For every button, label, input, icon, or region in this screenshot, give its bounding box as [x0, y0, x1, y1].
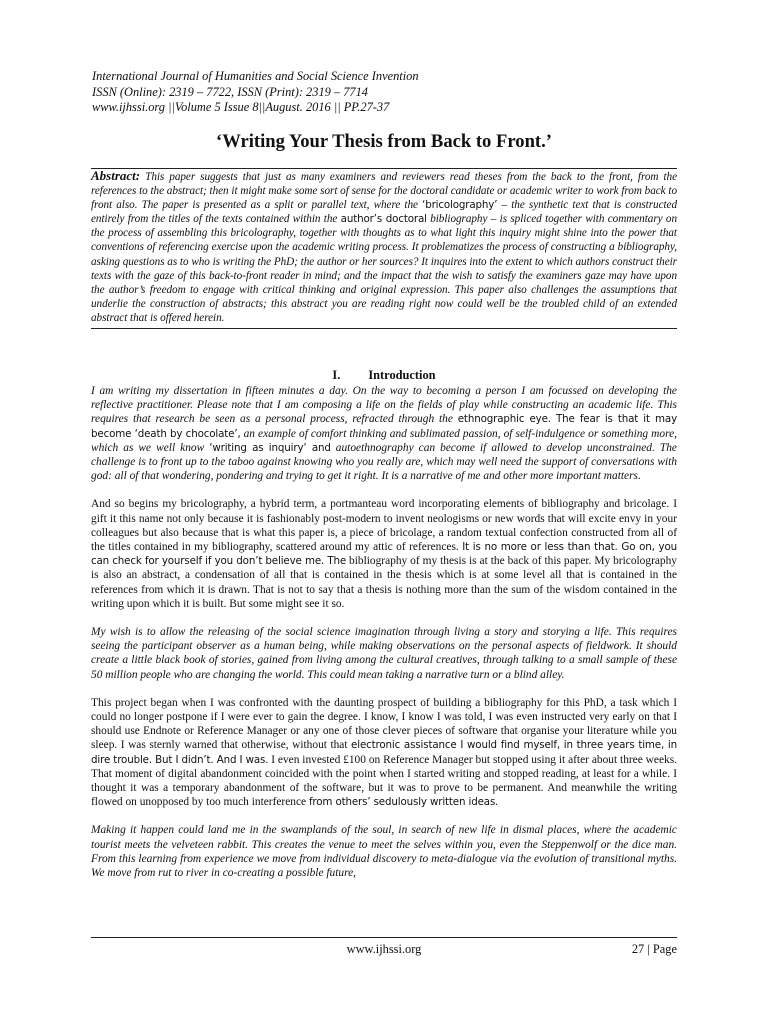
abstract-text [91, 169, 677, 325]
abstract-text-part: – the synthetic text that is constructed entirely from the titles of the texts contained within the [91, 199, 678, 226]
journal-issue: www.ijhssi.org ||Volume 5 Issue 8||August. 2016 || PP.27-37 [92, 100, 390, 115]
text-run: an example of comfort thinking and sublimated passion, of self-indulgence or something more, which as we well know [91, 427, 677, 454]
handwritten-text: electronic assistance I would find myself, in three years time, in dire trouble. But I didn’t. And I was. [91, 739, 677, 766]
paragraph-4 [91, 696, 677, 810]
text-run: . [495, 796, 499, 809]
abstract-label: Abstract: [91, 168, 141, 183]
text-run: bibliography of my thesis is at the back of this paper. My bricolography is also an abstract, a condensation of all that is contained in the thesis which is at some level all that is contained in the references from which it is drawn. That is not to say that a thesis is nothing more than the sum of the wisdom contained in the writing upon which it is built. But some might see it so. [91, 555, 678, 610]
footer-website: www.ijhssi.org [346, 942, 422, 956]
abstract-text-part: bibliography – is spliced together with commentary on the process of assembling this bricolography, together with thoughts as to what light this inquiry might shine into the power that conventions of referencing exercise upon the academic writing process. It problematizes the process of constructing a bibliography, asking questions as to who is writing the PhD; the author or her sources? It inquires into the extent to which authors construct their texts with the gaze of this back-to-front reader in mind; and the impact that the wish to satisfy the examiners gaze may have upon the author’s freedom to engage with critical thinking and original expression. This paper also challenges the assumptions that underlie the construction of abstracts; this abstract you are reading right now could well be the troubled child of an extended abstract that is offered herein. [91, 213, 677, 324]
section-number: I. [332, 368, 341, 382]
text-run: autoethnography can become if allowed to develop unconstrained. The challenge is to front up to the taboo against knowing who you really are, which may well need the support of conversations with god: all of that wondering, pondering and trying to get it right. It is a narrative of me and other more important matters. [91, 441, 677, 483]
handwritten-text: It is no more or less than that. Go on, you can check for yourself if you don’t believe me. The [91, 541, 677, 568]
section-title: Introduction [368, 368, 436, 382]
paragraph-1 [91, 384, 677, 483]
abstract-handwritten-text: ‘bricolography’ [422, 199, 498, 212]
abstract-box [91, 168, 677, 329]
paragraph-3: My wish is to allow the releasing of the social science imagination through living a story and storying a life. This requires seeing the participant observer as a human being, while making observations on the personal aspects of fieldwork. It should create a little black book of stories, gained from living among the cultural creatives, through talking to a small sample of these 50 million people who are changing the world. This could mean taking a narrative turn or a blind alley. [91, 626, 677, 681]
text-run: I even invested £100 on Reference Manager but stopped using it after about three weeks. That moment of digital abandonment coincided with the point when I started writing and stopped reading, at least for a while. I thought it was a temporary abandonment of the software, but it was to prove to be permanent. And meanwhile the writing flowed on unopposed by too much interference [91, 753, 677, 809]
paragraph-5: Making it happen could land me in the swamplands of the soul, in search of new life in dismal places, where the academic tourist meets the velveteen rabbit. This creates the venue to meet the selves within you, even the Steppenwolf or the dice man. From this learning from experience we move from individual discovery to meta-dialogue via the evolution of transitional myths. We move from rut to river in co-creating a possible future, [91, 824, 677, 880]
handwritten-text: from others’ sedulously written ideas [308, 796, 496, 809]
text-run: I am writing my dissertation in fifteen minutes a day. On the way to becoming a person I am focussed on developing the reflective practitioner. Please note that I am composing a life on the fields of play while constructing an academic life. This requires that research be seen as a personal process, refracted through the [91, 385, 677, 426]
journal-issn: ISSN (Online): 2319 – 7722, ISSN (Print): 2319 – 7714 [92, 84, 369, 99]
journal-name: International Journal of Humanities and Social Science Invention [92, 69, 419, 83]
paper-title: ‘Writing Your Thesis from Back to Front.’ [216, 131, 552, 152]
handwritten-text: ethnographic eye. The fear is that it may become ‘death by chocolate’, [91, 413, 678, 440]
paragraph-2 [91, 497, 677, 611]
section-heading [0, 367, 768, 383]
text-run: And so begins my bricolography, a hybrid term, a portmanteau word incorporating elements of bibliography and bricolage. I gift it this name not only because it is fashionably post-modern to invent neologisms or new words that will excite envy in your colleagues but also because that is what this paper is, a piece of bricolage, a random textual confection constructed from all of the titles contained in my bibliography, scattered around my attic of references. [91, 498, 677, 554]
footer-page-number: 27 | Page [631, 942, 677, 956]
text-run: This project began when I was confronted with the daunting prospect of building a bibliography for this PhD, a task which I could no longer postpone if I were ever to gain the degree. I know, I know I was told, I was even instructed very early on that I should use Endnote or Reference Manager or any one of those clever pieces of software that organise your literature while you sleep. I was sternly warned that otherwise, without that [91, 696, 677, 752]
abstract-text-part: This paper suggests that just as many examiners and reviewers read theses from the back to the front, from the references to the abstract; then it might make some sort of sense for the doctoral candidate or academic writer to work from back to front also. The paper is presented as a split or parallel text, where the [91, 171, 677, 212]
body-text [91, 384, 677, 894]
journal-header [92, 69, 692, 116]
handwritten-text: ‘writing as inquiry’ and [209, 441, 331, 454]
abstract-handwritten-text: author’s doctoral [340, 213, 427, 226]
footer-divider [91, 937, 677, 938]
